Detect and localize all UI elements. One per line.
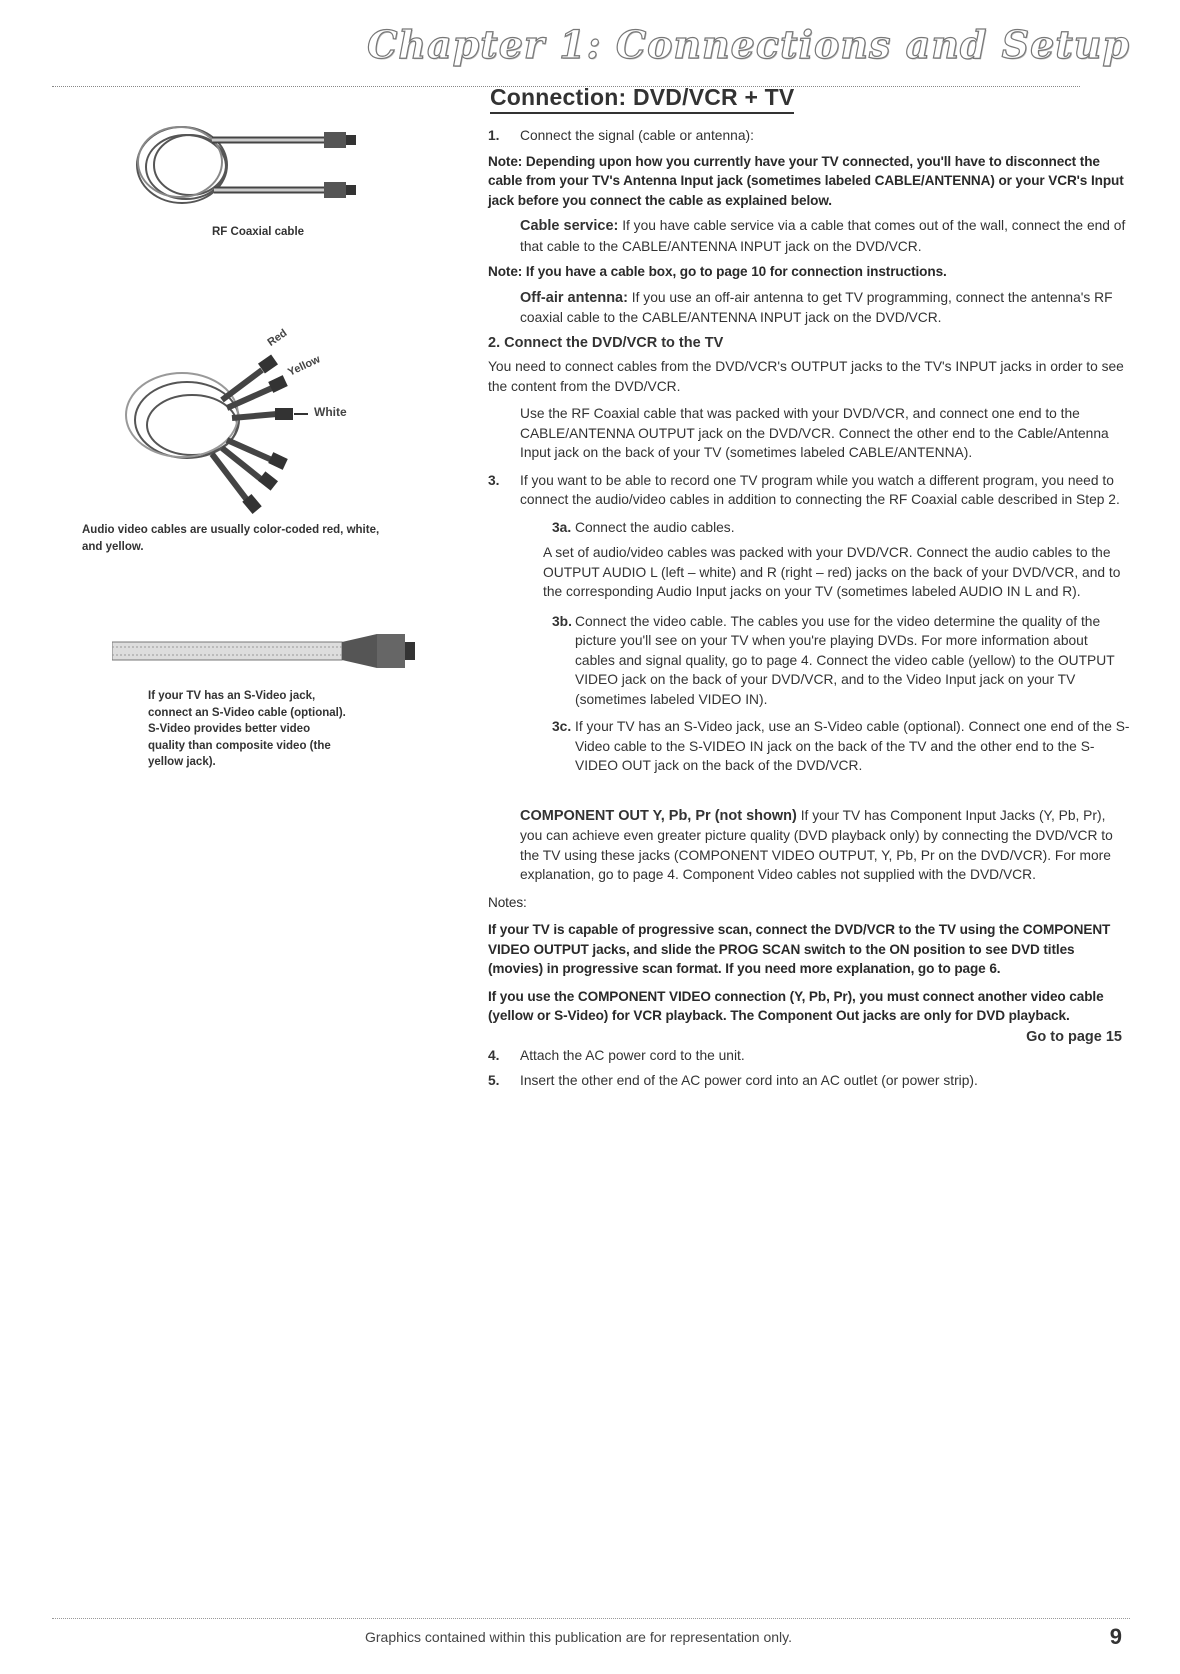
av-cables-caption: Audio video cables are usually color-coded red, white, and yellow. [82,524,380,553]
step-3b-number: 3b. [552,613,572,629]
cable-service-label: Cable service: [520,218,619,234]
rf-cable-caption: RF Coaxial cable [212,226,305,238]
off-air-text: If you use an off-air antenna to get TV programming, connect the antenna's RF coaxial cable to the CABLE/ANTENNA INPUT jack on the DVD/VCR. [520,289,1113,325]
step-3c-text: If your TV has an S-Video jack, use an S-Video cable (optional). Connect one end of the S-Video cable to the S-VIDEO IN jack on the back of the TV and the other end to the S-VIDEO OUT jack on the back of the DVD/VCR. [575,719,1130,773]
step-3a-number: 3a. [552,519,572,535]
chapter-title: Chapter 1: Connections and Setup [367,22,1130,67]
rf-coaxial-cable-illustration [102,110,422,220]
step-3c-number: 3c. [552,719,572,734]
step-3-text: If you want to be able to record one TV program while you watch a different program, you need to connect the audio/video cables in addition to connecting the RF Coaxial cable described in Step 2. [520,472,1120,507]
step-3b-text: Connect the video cable. The cables you use for the video determine the quality of the picture you'll see on your TV when you're playing DVDs. For more information about cables and signal quality, go to page 4. Connect the video cable (yellow) to the OUTPUT VIDEO jack on the back of your DVD/VCR, and to the Video Input jack on your TV (sometimes labeled VIDEO IN). [575,613,1115,707]
cable-service-paragraph [520,216,1130,256]
step-3 [488,471,1130,510]
step-3c [520,717,1130,776]
off-air-paragraph [520,288,1130,328]
step-3a-detail: A set of audio/video cables was packed with your DVD/VCR. Connect the audio cables to the OUTPUT AUDIO L (left – white) and R (right – red) jacks on the back of your DVD/VCR, and to the corresponding Audio Input jacks on your TV (sometimes labeled AUDIO IN L and R). [543,545,1121,599]
note-disconnect: Note: Depending upon how you currently have your TV connected, you'll have to disconnect the cable from your TV's Antenna Input jack (sometimes labeled CABLE/ANTENNA) or your VCR's Input jack before you connect the cable as explained below. [488,153,1124,208]
note-progressive-scan: If your TV is capable of progressive scan, connect the DVD/VCR to the TV using the COMPONENT VIDEO OUTPUT jacks, and slide the PROG SCAN switch to the ON position to see DVD titles (movies) in progressive scan format. If you need more explanation, go to page 6. [488,922,1111,976]
s-video-cable-illustration [112,628,432,678]
step-2-heading: 2. Connect the DVD/VCR to the TV [488,334,724,351]
step-4-number: 4. [488,1047,500,1063]
notes-label: Notes: [488,894,527,910]
component-paragraph [520,806,1130,885]
chapter-header [0,22,1130,70]
off-air-label: Off-air antenna: [520,289,628,306]
av-label-white: White [314,405,347,419]
av-cables-illustration [112,330,372,530]
step-3a [520,518,1130,538]
step-5 [488,1071,1130,1091]
footer-disclaimer: Graphics contained within this publication are for representation only. [365,1629,792,1645]
step-1-number: 1. [488,128,500,143]
s-video-caption: If your TV has an S-Video jack, connect an S-Video cable (optional). S-Video provides better video quality than composite video (the yellow jack). [148,690,346,768]
instructions [488,126,1130,1091]
step-2-detail: Use the RF Coaxial cable that was packed with your DVD/VCR, and connect one end to the CABLE/ANTENNA OUTPUT jack on the DVD/VCR. Connect the other end to the Cable/Antenna Input jack on the back of your TV (sometimes labeled CABLE/ANTENNA). [520,406,1109,460]
av-label-yellow: Yellow [286,353,323,379]
cable-service-text: If you have cable service via a cable that comes out of the wall, connect the end of that cable to the CABLE/ANTENNA INPUT jack on the DVD/VCR. [520,218,1126,254]
section-title: Connection: DVD/VCR + TV [490,84,794,114]
page-number: 9 [1109,1624,1122,1649]
step-1-text: Connect the signal (cable or antenna): [520,128,754,143]
step-4-text: Attach the AC power cord to the unit. [520,1047,745,1063]
step-2-text: You need to connect cables from the DVD/VCR's OUTPUT jacks to the TV's INPUT jacks in order to see the content from the DVD/VCR. [488,359,1124,394]
note-component-vcr: If you use the COMPONENT VIDEO connection (Y, Pb, Pr), you must connect another video cable (yellow or S-Video) for VCR playback. The Component Out jacks are only for DVD playback. [488,988,1104,1023]
go-to-page-link[interactable]: Go to page 15 [1026,1029,1122,1045]
step-3-number: 3. [488,472,500,488]
step-1 [488,126,1130,146]
step-3a-text: Connect the audio cables. [575,519,735,535]
component-text: If your TV has Component Input Jacks (Y, Pb, Pr), you can achieve even greater picture quality (DVD playback only) by connecting the DVD/VCR to the TV using these jacks (COMPONENT VIDEO OUTPUT, Y, Pb, Pr on the DVD/VCR). For more explanation, go to page 4. Component Video cables not supplied with the DVD/VCR. [520,807,1113,882]
step-5-number: 5. [488,1073,500,1088]
step-3b [520,612,1130,710]
component-label: COMPONENT OUT Y, Pb, Pr (not shown) [520,807,797,824]
step-4 [488,1046,1130,1066]
note-cable-box: Note: If you have a cable box, go to page 10 for connection instructions. [488,264,947,279]
av-label-red: Red [265,327,290,349]
step-5-text: Insert the other end of the AC power cord into an AC outlet (or power strip). [520,1073,978,1088]
footer-rule [52,1618,1130,1619]
